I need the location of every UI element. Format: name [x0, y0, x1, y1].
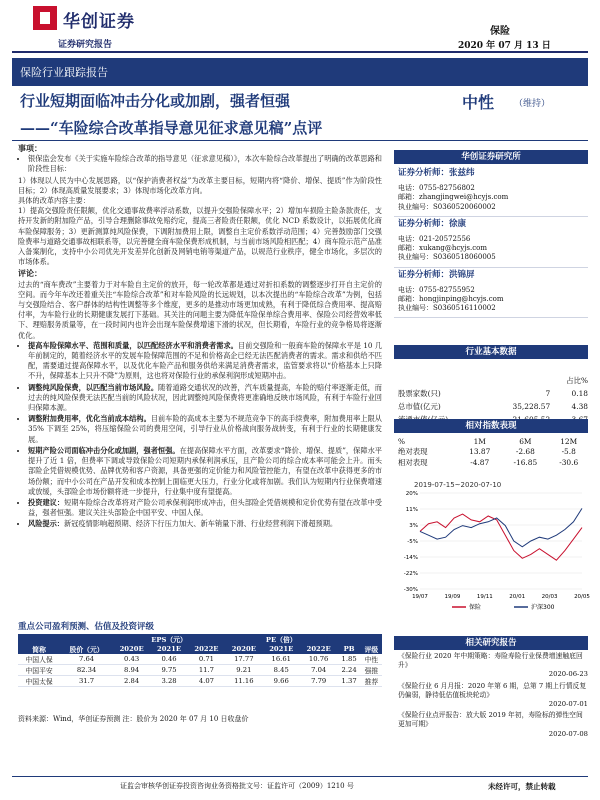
events-list — [18, 154, 382, 174]
table-cell: 7.04 — [300, 665, 337, 676]
related-report-date: 2020-07-01 — [548, 700, 588, 709]
table-header-cell: 股价（元） — [60, 644, 113, 654]
table-cell: 0.46 — [150, 654, 187, 665]
main-body — [18, 142, 382, 620]
table-header-row — [18, 644, 382, 654]
table-cell: 强推 — [361, 665, 382, 676]
chart-grid — [420, 493, 582, 589]
title-divider — [12, 140, 588, 141]
y-tick-label: -30% — [403, 587, 418, 593]
bullet-text: 在提高保障水平方面，改革要求“降价、增保、提质”，保障水平提升了近 1 倍，但费率下调或导致保险公司短期内承保利润承压，且产险公司的综合成本率可能会上升。而头部险企凭借规模优势、品牌优势和客户资源，具备更强的定价能力和风险管控能力，有望在改革中获得更多的市场份额；而中小公司在产品开发和成本控制上面临更大压力，行业分化或将加剧。我们认为短期内行业保费增速或放缓，头部险企市场份额将进一步提升，行业集中度有望提高。 — [28, 445, 382, 496]
x-tick-label: 20/01 — [509, 594, 526, 600]
related-reports-header: 相关研究报告 — [394, 636, 588, 650]
table-header-cell — [361, 634, 382, 644]
analyst-cert: 执业编号：S0360518060005 — [398, 253, 496, 262]
table-header-cell: 2022E — [188, 644, 225, 654]
analyst-cert: 执业编号：S0360516110002 — [398, 304, 496, 313]
table-cell: 中国平安 — [18, 665, 60, 676]
table-header-cell — [398, 374, 485, 387]
legend-label: 保险 — [469, 604, 482, 611]
table-header-cell: 简称 — [18, 644, 60, 654]
table-cell: 82.34 — [60, 665, 113, 676]
analyst-name: 证券分析师：张兹纬 — [398, 168, 475, 178]
analyst-phone: 电话：0755-82755952 — [398, 285, 475, 294]
performance-chart — [394, 477, 588, 617]
y-tick-label: 11% — [405, 507, 418, 513]
table-header-cell: 12M — [560, 436, 578, 446]
table-header-cell: 2021E — [150, 644, 187, 654]
table-header-cell: PB — [337, 644, 360, 654]
table-cell: 11.7 — [188, 665, 225, 676]
comments-heading: 评论： — [18, 268, 42, 279]
table-header-cell: 2020E — [113, 644, 150, 654]
chart-y-ticks — [404, 491, 418, 593]
table-row — [398, 446, 588, 457]
x-tick-label: 20/03 — [541, 594, 558, 600]
analyst-email[interactable]: 邮箱：hongjinping@hcyjs.com — [398, 295, 504, 304]
comment-bullet — [28, 446, 382, 497]
forecast-note: 资料来源：Wind，华创证券预测 注：股价为 2020 年 07 月 10 日收盘价 — [18, 715, 249, 723]
table-header-cell: 占比% — [566, 376, 588, 385]
chart-x-ticks — [412, 594, 590, 600]
legend-label: 沪深300 — [531, 604, 555, 611]
publication-date: 2020 年 07 月 13 日 — [458, 41, 551, 51]
table-group-header: PE（倍） — [225, 634, 337, 644]
x-tick-label: 20/05 — [574, 594, 590, 600]
advice-text: 短期车险综合改革将对产险公司承保利润形成冲击，但头部险企凭借规模和定价优势有望在改革中受益，强者恒强。建议关注头部险企中国平安、中国人保。 — [28, 497, 382, 518]
table-group-header-row — [18, 634, 382, 644]
table-cell: 3.28 — [150, 676, 187, 687]
forecast-table — [18, 634, 382, 687]
comment-bullet — [28, 414, 382, 445]
event-paragraph: 1）提高交强险责任限额，优化交通事故费率浮动系数，以提升交强险保障水平；2）增加车损险主险条款责任，支持开发新的附加险产品，引导合理删除事故免赔约定，提高三者险责任限额，优化 NCD 系数设计，以拓展优化商车险保障服务；3）更新测算纯风险保费，下调附加费用上限，调整自主定价系数浮动范围；4）完善鼓励部门交强险费率与道路交通事故相联系等，以完善健全商车险保费形成机制，与当前市场风险相匹配；4）商车险示范产品准入备案制化，支持中小公司优先开发差异化创新及网销电销等渠道产品，以规范行业秩序，健全市场化，多层次的市场体系。 — [18, 206, 382, 267]
related-report[interactable] — [398, 711, 588, 739]
footer-license: 证监会审核华创证券投资咨询业务资格批文号：证监许可（2009）1210 号 — [120, 782, 354, 790]
chart-legend — [452, 603, 555, 611]
comment-bullet — [28, 341, 382, 382]
analyst-phone: 电话：0755-82756802 — [398, 184, 475, 193]
table-cell: -5.8 — [561, 447, 576, 456]
table-cell: -16.85 — [513, 458, 538, 467]
table-header-cell: 1M — [473, 436, 486, 446]
table-row — [398, 457, 588, 468]
table-cell: -30.6 — [559, 458, 579, 467]
table-cell: 绝对表现 — [398, 447, 428, 456]
table-cell: 8.94 — [113, 665, 150, 676]
y-tick-label: -5% — [407, 539, 418, 545]
table-cell: 中国人保 — [18, 654, 60, 665]
risk-warning — [28, 519, 382, 529]
analyst-list — [394, 166, 588, 318]
table-cell: 9.75 — [150, 665, 187, 676]
logo-mark — [33, 6, 57, 30]
table-header-cell: 2021E — [263, 644, 300, 654]
table-cell: 2.84 — [113, 676, 150, 687]
bullet-head: 短期产险公司面临冲击分化或加剧，强者恒强。 — [28, 445, 180, 455]
forecast-title: 重点公司盈利预测、估值及投资评级 — [18, 622, 155, 632]
table-cell: 4.07 — [188, 676, 225, 687]
table-cell: 9.66 — [263, 676, 300, 687]
table-cell: 0.71 — [188, 654, 225, 665]
y-tick-label: -14% — [403, 555, 418, 561]
table-cell: 11.16 — [225, 676, 262, 687]
x-tick-label: 19/11 — [476, 594, 493, 600]
advice-head: 投资建议： — [28, 497, 65, 507]
related-report-title[interactable]: 《保险行业点评报告：放大版 2019 年初，寿险标的弹性空间更加可期》 — [398, 711, 583, 729]
risk-text: 新冠疫情影响超预期、经济下行压力加大、新车销量下滑、行业经营利润下滑超预期。 — [63, 519, 338, 529]
analyst-name: 证券分析师：徐康 — [398, 218, 467, 229]
table-cell: 31.7 — [60, 676, 113, 687]
report-type: 证券研究报告 — [58, 40, 113, 50]
analyst-card — [394, 217, 588, 268]
table-header-row — [398, 374, 588, 387]
stock-data-header: 行业基本数据 — [394, 345, 588, 359]
footer-copyright: 未经许可，禁止转载 — [488, 782, 556, 791]
bullet-head: 调整附加费用率，优化当前成本结构。 — [28, 414, 151, 424]
y-tick-label: 20% — [405, 491, 418, 497]
table-cell: 相对表现 — [398, 458, 428, 467]
table-header-cell: 2020E — [225, 644, 262, 654]
table-cell: 中性 — [361, 654, 382, 665]
table-header-cell — [18, 634, 60, 644]
related-report[interactable] — [398, 652, 588, 680]
table-row — [398, 387, 588, 400]
event-paragraph: 1）体现以人民为中心发展思路，以“保护消费者权益”为改革主要目标，短期内将“降价、增保、提质”作为阶段性目标；2）体现高质量发展要求；3）体现市场化改革方向。 — [18, 175, 382, 195]
footer-divider — [12, 776, 588, 777]
rating-note: （维持） — [514, 99, 551, 109]
bullet-text: 目前车险的高成本主要为不规范竞争下的高手续费率，附加费用率上限从 35% 下调至 25%，将压缩保险公司的费用空间，引导行业从价格战向服务战转变，有利于行业的长期健康发展。 — [28, 414, 382, 444]
analysts-header: 华创证券研究所 — [394, 150, 588, 164]
report-title: 行业短期面临冲击分化或加剧，强者恒强 — [20, 92, 291, 110]
table-cell: 13.87 — [469, 447, 491, 456]
table-cell: 10.76 — [300, 654, 337, 665]
table-row — [398, 400, 588, 413]
y-tick-label: -22% — [403, 571, 418, 577]
table-row — [18, 665, 382, 676]
industry-tag: 保险 — [490, 26, 510, 37]
table-header-row — [398, 436, 588, 446]
related-report[interactable] — [398, 682, 588, 710]
analyst-email[interactable]: 邮箱：xukang@hcyjs.com — [398, 244, 488, 253]
analyst-email[interactable]: 邮箱：zhangjingwei@hcyjs.com — [398, 193, 509, 202]
table-cell: 0.43 — [113, 654, 150, 665]
table-header-cell — [60, 634, 113, 644]
logo-text: 华创证券 — [63, 12, 135, 32]
table-cell: -4.87 — [470, 458, 490, 467]
bullet-head: 调整纯风险保费，以匹配当前市场风险。 — [28, 382, 159, 392]
table-header-cell: 2022E — [300, 644, 337, 654]
company-logo — [33, 6, 135, 32]
analyst-card — [394, 268, 588, 319]
risk-head: 风险提示： — [28, 519, 64, 529]
x-tick-label: 19/07 — [412, 594, 428, 600]
table-cell: -2.68 — [515, 447, 535, 456]
table-cell: 4.38 — [571, 402, 588, 411]
analyst-cert: 执业编号：S0360520060002 — [398, 202, 496, 211]
table-cell: 7 — [545, 389, 551, 398]
table-cell: 7.64 — [60, 654, 113, 665]
table-cell: 2.24 — [337, 665, 360, 676]
table-cell: 17.77 — [225, 654, 262, 665]
event-paragraph: • 银保监会发布《关于实施车险综合改革的指导意见（征求意见稿）》，本次车险综合改革提出了明确的改革思路和阶段性目标： — [28, 154, 382, 174]
table-cell: 中国太保 — [18, 676, 60, 687]
table-cell: 0.18 — [571, 389, 588, 398]
chart-series-group — [420, 508, 582, 560]
analyst-phone: 电话：021-20572556 — [398, 235, 471, 244]
event-paragraph: 具体的改革内容主要： — [18, 196, 90, 206]
performance-header: 相对指数表现 — [394, 419, 588, 433]
related-report-date: 2020-06-23 — [548, 670, 588, 679]
x-tick-label: 19/09 — [444, 594, 461, 600]
industry-rating: 中性 — [462, 93, 495, 112]
table-group-header: EPS（元） — [113, 634, 225, 644]
report-subtitle: ——“车险综合改革指导意见征求意见稿”点评 — [20, 119, 323, 137]
comment-intro: 过去的“商车费改”主要着力于对车险自主定价的放开，每一轮改革都是通过对折扣系数的调整逐步打开自主定价的空间。而今年车改还着重关注“车险综合改革”和对车险风险的长远规划，以本次提出的“车险综合改革”为例，包括与交强险结合、客户群体的结构性调整等多个维度，更多的是推动市场更加成熟，有利于降低综合费用率、提高赔付率，为车险行业的长期健康发展打下基础。其关注的问题主要为降低车险保单综合费用率、保险公司经营效率低下、理赔服务质量等，在一段时间内也许会出现车险保费增速下滑的状况，但长期看，车险行业的竞争格局将逐渐优化。 — [18, 279, 382, 340]
comment-bullets — [18, 341, 382, 530]
table-cell: 总市值(亿元) — [398, 402, 441, 411]
related-report-date: 2020-07-08 — [548, 729, 588, 738]
table-cell: 8.45 — [263, 665, 300, 676]
table-header-cell: % — [398, 436, 406, 446]
related-report-title[interactable]: 《保险行业 6 月月报：2020 年第 6 期，总第 7 期上行情反复仍偏弱，静待低估值板块轮动》 — [398, 681, 587, 699]
table-header-cell — [485, 374, 550, 387]
bullet-head: 提高车险保障水平、范围和质量，以匹配经济水平和消费者需求。 — [28, 340, 238, 350]
table-row — [18, 676, 382, 687]
table-cell: 16.61 — [263, 654, 300, 665]
table-cell: 9.21 — [225, 665, 262, 676]
table-cell: 股票家数(只) — [398, 389, 441, 398]
analyst-card — [394, 166, 588, 217]
y-tick-label: 3% — [409, 523, 418, 529]
events-heading: 事项： — [18, 143, 42, 153]
table-cell: 1.37 — [337, 676, 360, 687]
table-header-cell — [337, 634, 360, 644]
analyst-name: 证券分析师：洪锦屏 — [398, 269, 475, 280]
related-report-title[interactable]: 《保险行业 2020 年中期策略：寿险寿险行业保费增速触底回升》 — [398, 652, 583, 670]
related-reports — [398, 652, 588, 741]
bullet-text: 目前交强险和一般商车险的保障水平是 10 几年前制定的，随着经济水平的发展车险保障范围的不足和价格高企已经无法匹配消费者的需求。需求和供给不匹配，需要通过提高保障水平，以及优化车险产品和服务供给来满足消费者需求，监管要求将以“价格基本上只降不升，保障基本上只升不降”为原则，这也将对保险行业的承保利润形成短期冲击。 — [28, 340, 383, 381]
table-cell: 推荐 — [361, 676, 382, 687]
performance-table — [398, 436, 588, 468]
investment-advice — [28, 498, 382, 518]
table-header-cell: 6M — [519, 436, 532, 446]
chart-title: 2019-07-15~2020-07-10 — [414, 481, 502, 489]
table-header-cell: 评级 — [361, 644, 382, 654]
header-divider — [12, 51, 588, 53]
table-cell: 1.85 — [337, 654, 360, 665]
banner-label: 保险行业跟踪报告 — [20, 66, 108, 79]
table-cell: 35,228.57 — [512, 402, 551, 411]
table-row — [18, 654, 382, 665]
table-cell: 7.79 — [300, 676, 337, 687]
comment-bullet — [28, 383, 382, 414]
bullet-text: 随着道路交通状况的改善，汽车质量提高，车险的赔付率逐渐走低，而过去的纯风险保费无法匹配当前的风险状况，因此调整纯风险保费将更准确地反映市场风险，有利于车险行业回归保障本源。 — [28, 382, 382, 413]
